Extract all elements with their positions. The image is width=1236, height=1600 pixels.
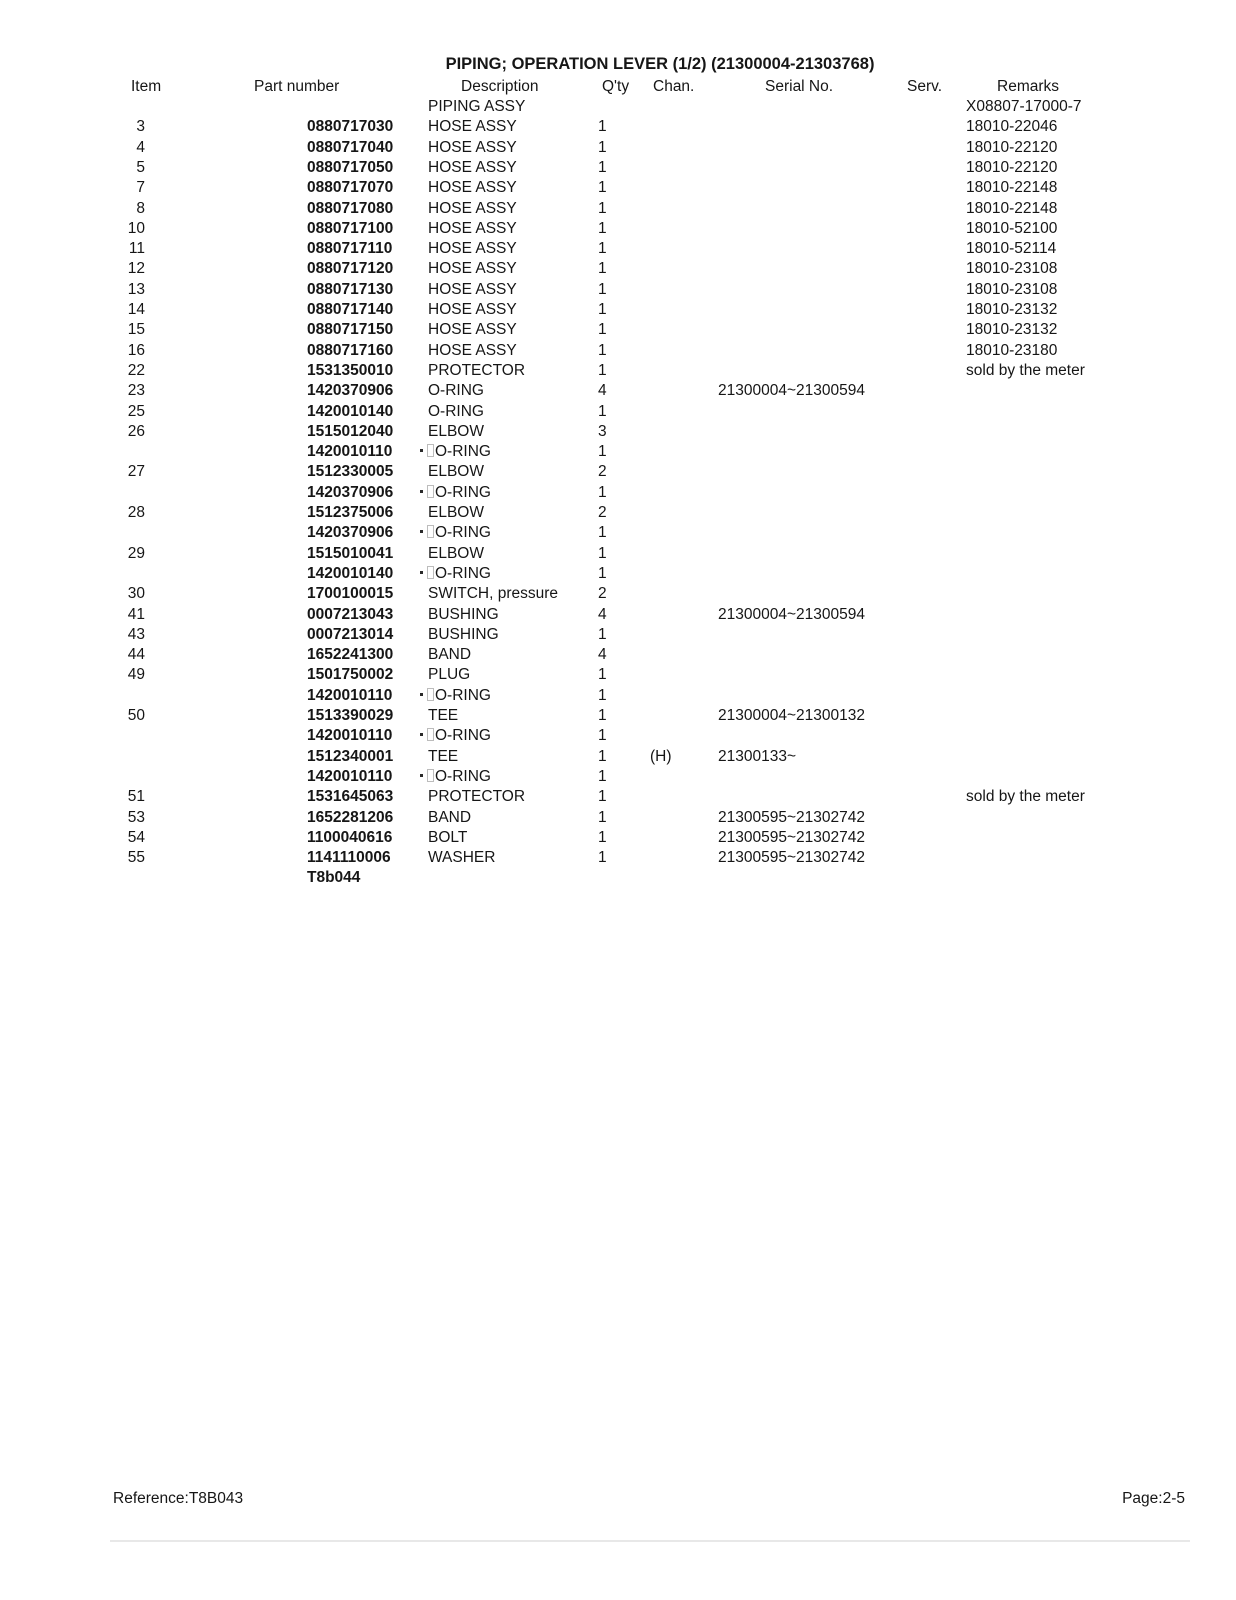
description-cell: [428, 199, 517, 219]
description-cell: [428, 605, 499, 625]
item-cell: 3: [136, 118, 145, 136]
table-row: [0, 767, 1236, 787]
description-text: HOSE ASSY: [428, 219, 517, 237]
item-cell: 43: [127, 625, 145, 643]
quantity-cell: 1: [598, 199, 607, 217]
description-text: O-RING: [435, 564, 491, 582]
item-cell: 23: [127, 382, 145, 400]
description-cell: [428, 361, 525, 381]
sub-item-dot-icon: [420, 693, 423, 696]
description-text: O-RING: [435, 483, 491, 501]
description-cell: [428, 422, 484, 442]
item-cell: 22: [127, 361, 145, 379]
description-cell: [428, 665, 470, 685]
table-row: [0, 138, 1236, 158]
description-cell: [428, 808, 471, 828]
part-number-cell: 1420010110: [307, 767, 393, 785]
part-number-cell: 0880717070: [307, 179, 394, 197]
part-number-cell: 0880717130: [307, 280, 394, 298]
part-number-cell: 0880717120: [307, 260, 394, 278]
quantity-cell: 1: [598, 301, 607, 318]
description-text: TEE: [428, 707, 459, 724]
remarks-cell: 18010-22120: [966, 138, 1058, 156]
remarks-cell: 18010-23108: [966, 260, 1058, 278]
description-text: BOLT: [428, 828, 468, 846]
description-cell: [428, 178, 517, 198]
description-text: O-RING: [435, 524, 491, 542]
description-cell: [420, 686, 491, 706]
table-row: [0, 259, 1236, 279]
description-text: WASHER: [428, 849, 496, 867]
table-row: [0, 868, 1236, 888]
table-row: [0, 158, 1236, 178]
part-number-cell: 1531645063: [307, 788, 394, 806]
quantity-cell: 1: [598, 767, 607, 785]
item-cell: 12: [127, 260, 145, 278]
description-cell: [420, 564, 491, 584]
quantity-cell: 1: [598, 321, 607, 339]
item-cell: 26: [127, 422, 145, 440]
description-cell: [420, 726, 491, 746]
remarks-cell: 18010-22148: [966, 179, 1058, 197]
item-cell: 51: [127, 788, 145, 806]
footer-reference: Reference:T8B043: [113, 1490, 244, 1507]
quantity-cell: 4: [598, 605, 607, 623]
quantity-cell: 1: [598, 625, 607, 643]
quantity-cell: 1: [598, 524, 607, 542]
quantity-cell: 1: [598, 280, 607, 298]
sub-item-box-icon: [427, 769, 434, 782]
item-cell: 50: [127, 707, 145, 724]
sub-item-dot-icon: [420, 733, 423, 736]
part-number-cell: 1501750002: [307, 666, 394, 684]
item-cell: 5: [136, 158, 145, 176]
quantity-cell: 1: [598, 118, 607, 136]
part-number-cell: 1420010110: [307, 727, 393, 745]
item-cell: 11: [128, 240, 145, 258]
remarks-cell: 18010-22046: [966, 118, 1058, 136]
part-number-cell: 1420010140: [307, 402, 394, 420]
table-row: [0, 361, 1236, 381]
quantity-cell: 1: [598, 828, 607, 846]
item-cell: 4: [136, 138, 145, 156]
table-row: [0, 442, 1236, 462]
item-cell: 55: [127, 849, 145, 867]
description-cell: [428, 280, 517, 300]
part-number-cell: 1141110006: [307, 849, 391, 867]
description-cell: [428, 300, 517, 320]
remarks-cell: 18010-22148: [966, 199, 1058, 217]
description-text: O-RING: [435, 727, 491, 745]
item-cell: 28: [127, 504, 145, 521]
description-text: HOSE ASSY: [428, 280, 517, 298]
table-row: [0, 625, 1236, 645]
table-row: [0, 706, 1236, 726]
item-cell: 7: [136, 179, 145, 197]
description-cell: [428, 117, 517, 137]
description-text: O-RING: [428, 402, 484, 420]
part-number-cell: 0007213043: [307, 605, 394, 623]
part-number-cell: 1512340001: [307, 747, 394, 765]
table-row: [0, 402, 1236, 422]
serial-no-cell: 21300004~21300594: [718, 605, 865, 623]
table-row: [0, 462, 1236, 482]
column-header-part-number: Part number: [254, 78, 340, 95]
description-text: ELBOW: [428, 504, 484, 521]
part-number-cell: 1420370906: [307, 524, 394, 542]
item-cell: 25: [127, 402, 145, 420]
quantity-cell: 1: [598, 808, 607, 826]
quantity-cell: 1: [598, 544, 607, 562]
quantity-cell: 1: [598, 483, 607, 501]
column-header-serial-no: Serial No.: [765, 78, 834, 95]
page-title: PIPING; OPERATION LEVER (1/2) (21300004-21303768): [445, 55, 875, 73]
remarks-cell: 18010-23132: [966, 321, 1058, 339]
item-cell: 14: [127, 301, 145, 318]
description-text: BAND: [428, 646, 472, 664]
quantity-cell: 2: [598, 463, 607, 481]
serial-no-cell: 21300595~21302742: [718, 828, 865, 846]
description-text: O-RING: [435, 686, 491, 704]
quantity-cell: 1: [598, 564, 607, 582]
sub-item-box-icon: [427, 566, 434, 579]
description-cell: [428, 97, 525, 117]
description-text: BUSHING: [428, 605, 499, 623]
part-number-cell: 1512375006: [307, 504, 394, 521]
description-cell: [428, 381, 484, 401]
part-number-cell: 0880717080: [307, 199, 394, 217]
item-cell: 44: [127, 646, 145, 664]
part-number-cell: 0880717140: [307, 301, 394, 318]
serial-no-cell: 21300004~21300132: [718, 707, 865, 724]
description-cell: [428, 158, 517, 178]
part-number-cell: 0880717100: [307, 219, 394, 237]
description-cell: [428, 462, 484, 482]
quantity-cell: 1: [598, 240, 607, 258]
table-row: [0, 747, 1236, 767]
sub-item-box-icon: [427, 688, 434, 701]
description-text: PLUG: [428, 666, 471, 684]
quantity-cell: 1: [598, 707, 607, 724]
description-text: ELBOW: [428, 422, 484, 440]
quantity-cell: 1: [598, 361, 607, 379]
description-text: HOSE ASSY: [428, 341, 517, 359]
quantity-cell: 1: [598, 179, 607, 197]
part-number-cell: 1420010140: [307, 564, 394, 582]
description-text: ELBOW: [428, 463, 484, 481]
table-row: [0, 381, 1236, 401]
description-cell: [428, 706, 458, 726]
sub-item-box-icon: [427, 728, 434, 741]
description-text: HOSE ASSY: [428, 199, 517, 217]
table-row: [0, 300, 1236, 320]
item-cell: 29: [127, 544, 145, 562]
quantity-cell: 1: [598, 727, 607, 745]
part-number-cell: 1420370906: [307, 382, 394, 400]
description-cell: [428, 544, 484, 564]
part-number-cell: 1420010110: [307, 443, 393, 461]
part-number-cell: 1652281206: [307, 808, 394, 826]
quantity-cell: 1: [598, 849, 607, 867]
part-number-cell: 0880717050: [307, 158, 394, 176]
part-number-cell: 0880717030: [307, 118, 394, 136]
table-row: [0, 564, 1236, 584]
sub-item-dot-icon: [420, 571, 423, 574]
table-row: [0, 848, 1236, 868]
description-cell: [428, 341, 517, 361]
description-cell: [420, 523, 491, 543]
column-header-chan: Chan.: [653, 78, 695, 95]
table-row: [0, 483, 1236, 503]
description-cell: [420, 442, 491, 462]
description-text: BUSHING: [428, 625, 499, 643]
column-header-qty: Q'ty: [602, 78, 630, 95]
remarks-cell: sold by the meter: [966, 788, 1085, 806]
description-text: ELBOW: [428, 544, 484, 562]
description-cell: [428, 848, 495, 868]
quantity-cell: 3: [598, 422, 607, 440]
remarks-cell: 18010-23132: [966, 301, 1058, 318]
quantity-cell: 1: [598, 747, 607, 765]
description-text: BAND: [428, 808, 472, 826]
part-number-cell: 0880717160: [307, 341, 394, 359]
description-cell: [428, 625, 499, 645]
description-text: PIPING ASSY: [428, 98, 526, 115]
description-cell: [428, 828, 467, 848]
remarks-cell: 18010-52114: [966, 240, 1057, 258]
table-row: [0, 645, 1236, 665]
quantity-cell: 1: [598, 788, 607, 806]
table-row: [0, 320, 1236, 340]
part-number-cell: 1512330005: [307, 463, 394, 481]
part-number-cell: 1652241300: [307, 646, 394, 664]
quantity-cell: 1: [598, 260, 607, 278]
item-cell: 8: [136, 199, 145, 217]
table-row: [0, 544, 1236, 564]
table-row: [0, 665, 1236, 685]
quantity-cell: 1: [598, 219, 607, 237]
column-header-item: Item: [131, 78, 162, 95]
quantity-cell: 1: [598, 402, 607, 420]
table-row: [0, 828, 1236, 848]
table-row: [0, 178, 1236, 198]
serial-no-cell: 21300595~21302742: [718, 808, 865, 826]
item-cell: 30: [127, 585, 145, 603]
remarks-cell: X08807-17000-7: [966, 98, 1082, 115]
part-number-cell: 1515010041: [307, 544, 394, 562]
remarks-cell: 18010-23180: [966, 341, 1058, 359]
table-row: [0, 503, 1236, 523]
table-row: [0, 605, 1236, 625]
description-text: SWITCH, pressure: [428, 585, 559, 603]
remarks-cell: 18010-23108: [966, 280, 1058, 298]
remarks-cell: 18010-22120: [966, 158, 1058, 176]
table-row: [0, 199, 1236, 219]
table-row: [0, 686, 1236, 706]
table-row: [0, 117, 1236, 137]
sub-item-box-icon: [427, 525, 434, 538]
quantity-cell: 4: [598, 382, 607, 400]
description-cell: [428, 747, 458, 767]
description-text: PROTECTOR: [428, 788, 526, 806]
sub-item-box-icon: [427, 485, 434, 498]
part-number-cell: 0880717110: [307, 240, 393, 258]
description-cell: [428, 320, 517, 340]
table-row: [0, 808, 1236, 828]
table-row: [0, 584, 1236, 604]
quantity-cell: 2: [598, 585, 607, 603]
quantity-cell: 1: [598, 341, 607, 359]
description-text: O-RING: [435, 767, 491, 785]
table-row: [0, 219, 1236, 239]
sub-item-dot-icon: [420, 530, 423, 533]
part-number-cell: 1513390029: [307, 707, 394, 724]
part-number-cell: 1420010110: [307, 686, 393, 704]
footer-page-number: Page:2-5: [1122, 1490, 1185, 1507]
description-text: HOSE ASSY: [428, 179, 517, 197]
quantity-cell: 1: [598, 443, 607, 461]
column-header-remarks: Remarks: [997, 78, 1060, 95]
description-text: PROTECTOR: [428, 361, 526, 379]
table-row: [0, 341, 1236, 361]
item-cell: 27: [127, 463, 145, 481]
part-number-cell: 0880717040: [307, 138, 394, 156]
description-cell: [428, 219, 517, 239]
description-text: HOSE ASSY: [428, 158, 517, 176]
table-row: [0, 97, 1236, 117]
quantity-cell: 1: [598, 158, 607, 176]
description-cell: [420, 767, 491, 787]
description-text: TEE: [428, 747, 459, 765]
description-cell: [428, 239, 517, 259]
description-text: HOSE ASSY: [428, 138, 517, 156]
description-cell: [428, 503, 484, 523]
item-cell: 53: [127, 808, 145, 826]
description-cell: [428, 584, 558, 604]
description-text: HOSE ASSY: [428, 260, 517, 278]
description-cell: [428, 138, 517, 158]
description-cell: [428, 787, 525, 807]
description-text: O-RING: [428, 382, 484, 400]
table-row: [0, 280, 1236, 300]
part-number-cell: 1100040616: [307, 828, 393, 846]
quantity-cell: 4: [598, 646, 607, 664]
description-text: HOSE ASSY: [428, 118, 517, 136]
description-text: O-RING: [435, 443, 491, 461]
item-cell: 49: [127, 666, 145, 684]
quantity-cell: 1: [598, 138, 607, 156]
part-number-cell: 1700100015: [307, 585, 394, 603]
quantity-cell: 1: [598, 666, 607, 684]
description-cell: [420, 483, 491, 503]
serial-no-cell: 21300004~21300594: [718, 382, 865, 400]
item-cell: 13: [127, 280, 145, 298]
sub-item-box-icon: [427, 444, 434, 457]
sub-item-dot-icon: [420, 449, 423, 452]
column-header-serv: Serv.: [907, 78, 943, 95]
item-cell: 54: [127, 828, 145, 846]
sub-item-dot-icon: [420, 490, 423, 493]
part-number-cell: T8b044: [307, 869, 361, 887]
quantity-cell: 2: [598, 504, 607, 521]
item-cell: 15: [127, 321, 145, 339]
item-cell: 16: [127, 341, 145, 359]
part-number-cell: 1531350010: [307, 361, 394, 379]
part-number-cell: 0007213014: [307, 625, 394, 643]
chan-cell: (H): [650, 747, 672, 765]
item-cell: 41: [127, 605, 145, 623]
footer-rule: [110, 1540, 1190, 1542]
remarks-cell: 18010-52100: [966, 219, 1058, 237]
remarks-cell: sold by the meter: [966, 361, 1085, 379]
table-row: [0, 787, 1236, 807]
part-number-cell: 1515012040: [307, 422, 394, 440]
column-header-description: Description: [461, 78, 539, 95]
serial-no-cell: 21300133~: [718, 747, 797, 765]
item-cell: 10: [127, 219, 145, 237]
sub-item-dot-icon: [420, 774, 423, 777]
table-row: [0, 239, 1236, 259]
table-row: [0, 422, 1236, 442]
quantity-cell: 1: [598, 686, 607, 704]
description-text: HOSE ASSY: [428, 301, 517, 318]
description-text: HOSE ASSY: [428, 240, 517, 258]
serial-no-cell: 21300595~21302742: [718, 849, 865, 867]
table-row: [0, 726, 1236, 746]
description-cell: [428, 259, 517, 279]
description-text: HOSE ASSY: [428, 321, 517, 339]
description-cell: [428, 402, 484, 422]
description-cell: [428, 645, 471, 665]
part-number-cell: 1420370906: [307, 483, 394, 501]
table-row: [0, 523, 1236, 543]
part-number-cell: 0880717150: [307, 321, 394, 339]
